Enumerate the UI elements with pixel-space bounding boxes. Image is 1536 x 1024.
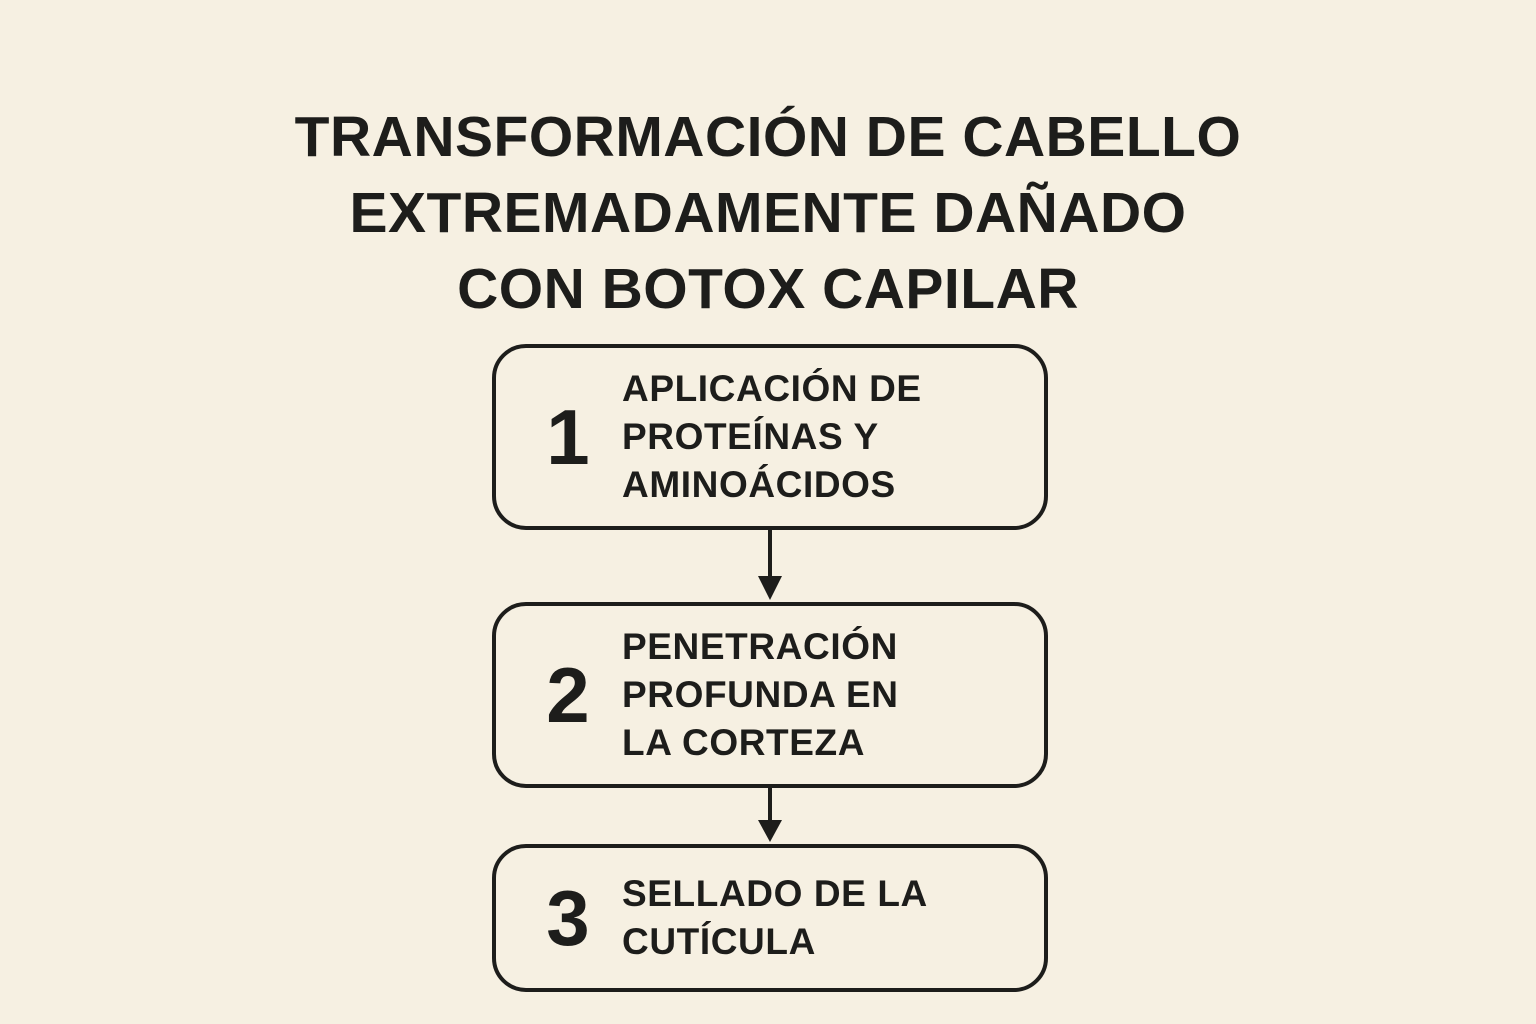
flow-step-3-number: 3 — [546, 874, 590, 962]
page-title-line-1: TRANSFORMACIÓN DE CABELLO — [294, 105, 1242, 170]
flow-step-3 — [492, 844, 1048, 992]
arrow-step2-to-step3-icon — [492, 788, 1048, 844]
flow-step-1-label-line-2: PROTEÍNAS Y — [622, 415, 879, 457]
flow-step-2-number: 2 — [546, 651, 590, 739]
flow-step-3-label-line-2: CUTÍCULA — [622, 921, 816, 962]
flow-step-1 — [492, 344, 1048, 530]
flow-step-2-label — [614, 623, 1018, 767]
page-title — [0, 100, 1536, 327]
flow-step-2 — [492, 602, 1048, 788]
arrow-step1-to-step2-icon — [492, 530, 1048, 602]
flow-step-2-label-line-1: PENETRACIÓN — [622, 625, 898, 667]
flow-step-1-number: 1 — [546, 393, 590, 481]
process-flow — [492, 344, 1048, 992]
flow-step-1-label-line-1: APLICACIÓN DE — [622, 367, 922, 409]
flow-step-2-label-line-3: LA CORTEZA — [622, 722, 866, 764]
page-title-line-3: CON BOTOX CAPILAR — [457, 256, 1079, 321]
flow-step-3-label-line-1: SELLADO DE LA — [622, 872, 928, 914]
flow-step-2-label-line-2: PROFUNDA EN — [622, 673, 899, 715]
flow-step-1-label — [614, 365, 1018, 509]
page-title-line-2: EXTREMADAMENTE DAÑADO — [349, 180, 1187, 245]
flow-step-3-label — [614, 870, 1018, 966]
flow-step-1-label-line-3: AMINOÁCIDOS — [622, 464, 896, 506]
